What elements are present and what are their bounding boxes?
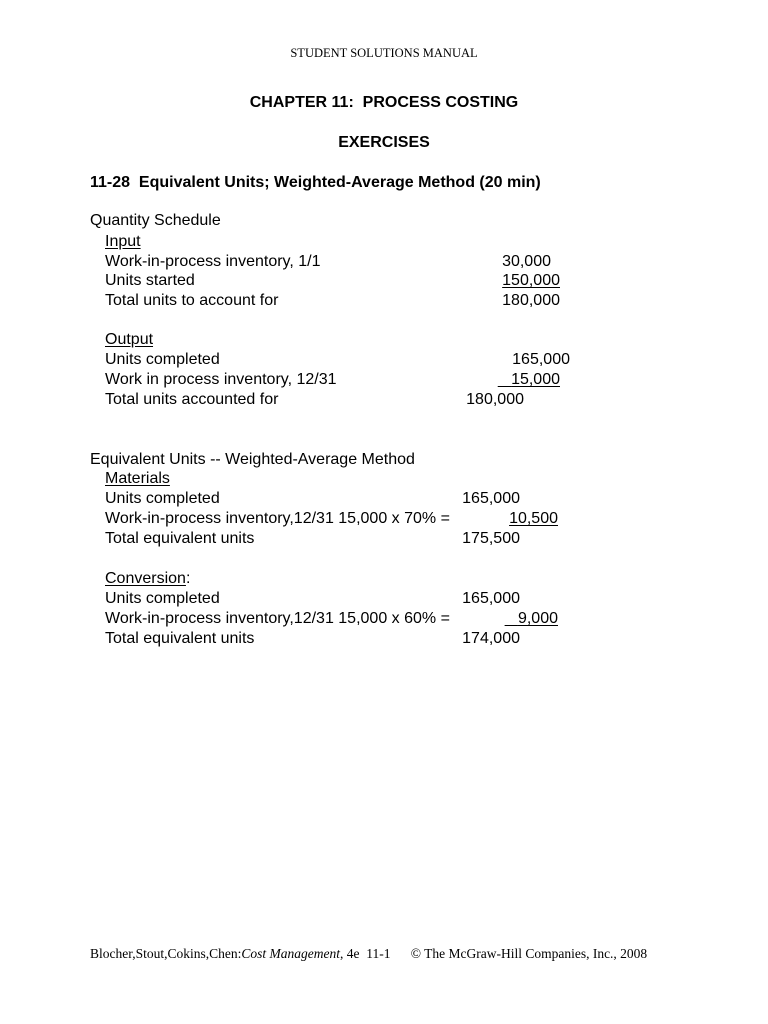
materials-row-label: Units completed: [105, 490, 220, 507]
exercise-title: 11-28 Equivalent Units; Weighted-Average Method (20 min): [90, 174, 541, 191]
input-row-label: Units started: [105, 272, 195, 289]
input-row-label: Work-in-process inventory, 1/1: [105, 253, 321, 270]
input-heading: Input: [105, 233, 141, 250]
footer-edition: , 4e: [339, 946, 360, 961]
running-header: STUDENT SOLUTIONS MANUAL: [290, 46, 478, 60]
footer-page-number: 11-1: [366, 946, 391, 961]
output-heading: Output: [105, 331, 154, 348]
footer-book-title: Cost Management: [241, 946, 340, 961]
output-row-value: [460, 372, 560, 388]
input-row-value: 180,000: [502, 292, 560, 309]
conversion-row-value: 174,000: [462, 630, 520, 647]
footer-copyright: © The McGraw-Hill Companies, Inc., 2008: [410, 946, 648, 961]
output-row-value: 180,000: [466, 391, 524, 408]
materials-row-label: Work-in-process inventory,12/31 15,000 x 70% =: [105, 510, 450, 527]
input-row-label: Total units to account for: [105, 292, 279, 309]
conversion-row-label: Total equivalent units: [105, 630, 255, 647]
conversion-heading-label: Conversion: [105, 570, 186, 587]
input-row-value: 150,000: [502, 272, 560, 289]
conversion-heading: [105, 571, 190, 587]
conversion-row-label: Units completed: [105, 590, 220, 607]
page-footer: [90, 947, 647, 961]
section-title: EXERCISES: [338, 134, 430, 151]
conversion-row-label: Work-in-process inventory,12/31 15,000 x 60% =: [105, 610, 450, 627]
materials-row-value: 10,500: [509, 510, 558, 527]
quantity-schedule-title: Quantity Schedule: [90, 212, 221, 229]
output-row-value: 165,000: [512, 351, 570, 368]
chapter-title: CHAPTER 11: PROCESS COSTING: [249, 94, 519, 111]
conversion-row-value-text: 9,000: [517, 610, 558, 627]
output-row-label: Work in process inventory, 12/31: [105, 371, 337, 388]
materials-row-value: 165,000: [462, 490, 520, 507]
equivalent-units-title: Equivalent Units -- Weighted-Average Method: [90, 451, 415, 468]
conversion-row-value: [480, 611, 558, 627]
output-row-label: Units completed: [105, 351, 220, 368]
conversion-heading-suffix: :: [185, 570, 191, 587]
output-row-value-text: 15,000: [511, 371, 560, 388]
materials-heading: Materials: [105, 470, 170, 487]
footer-authors: Blocher,Stout,Cokins,Chen:: [90, 946, 242, 961]
conversion-row-value: 165,000: [462, 590, 520, 607]
input-row-value: 30,000: [502, 253, 551, 270]
materials-row-label: Total equivalent units: [105, 530, 255, 547]
materials-row-value: 175,500: [462, 530, 520, 547]
output-row-label: Total units accounted for: [105, 391, 279, 408]
